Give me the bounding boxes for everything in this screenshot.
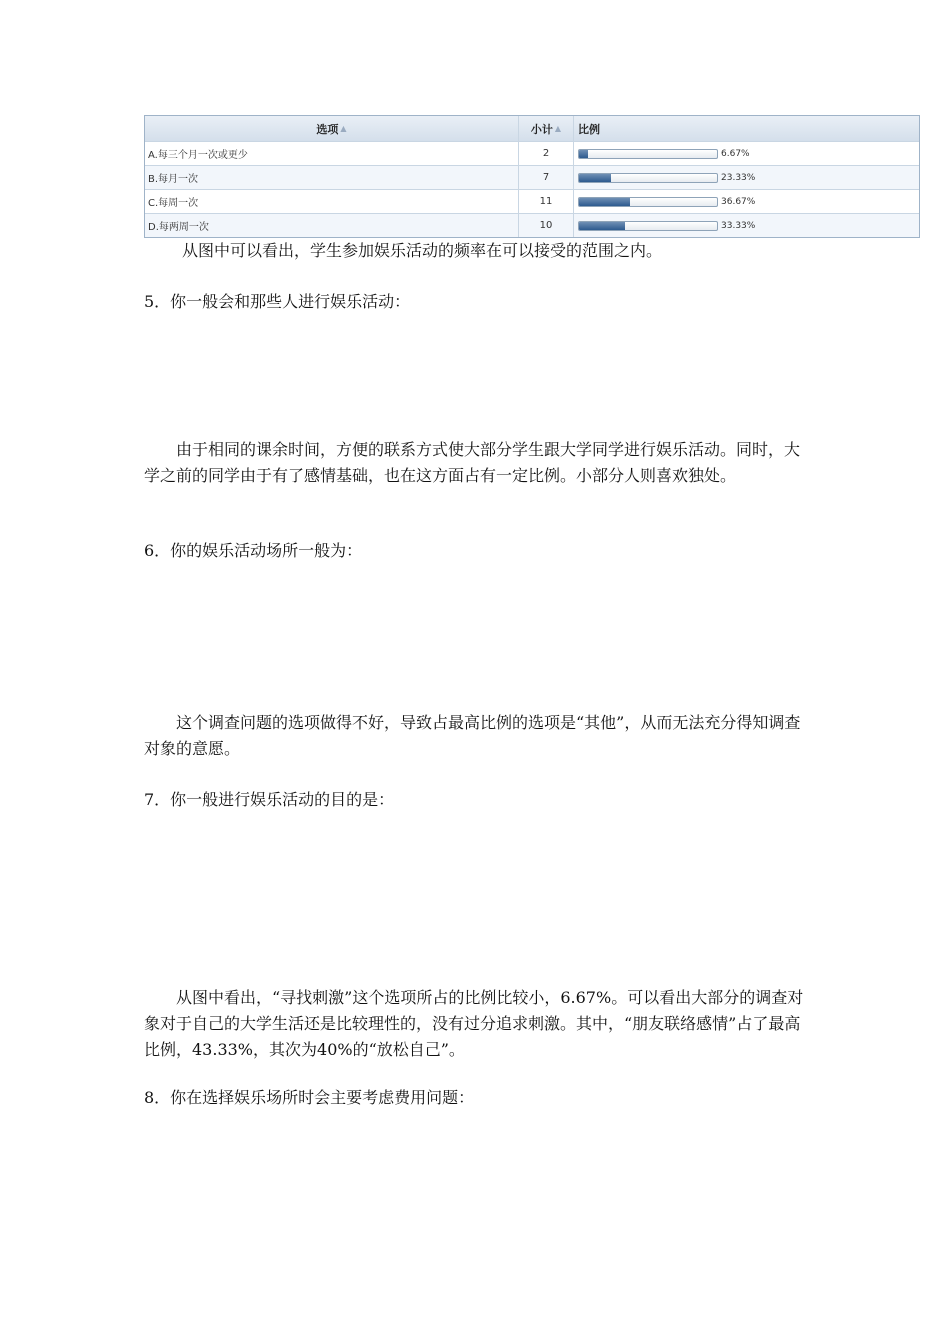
option-count: 10	[539, 220, 553, 231]
ratio-text: 23.33%	[721, 172, 756, 183]
ratio-bar-fill	[579, 222, 625, 230]
table-header	[145, 116, 919, 141]
option-count: 2	[542, 148, 550, 159]
survey-result-table	[144, 115, 920, 238]
ratio-bar	[578, 173, 718, 183]
ratio-bar-fill	[579, 150, 588, 158]
option-label: A.每三个月一次或更少	[148, 150, 248, 161]
table-caption: 从图中可以看出，学生参加娱乐活动的频率在可以接受的范围之内。	[182, 241, 663, 260]
table-row	[145, 189, 919, 213]
ratio-text: 6.67%	[721, 148, 750, 159]
paragraph-6: 这个调查问题的选项做得不好，导致占最高比例的选项是“其他”，从而无法充分得知调查对象的意愿。	[144, 713, 801, 758]
question-8: 8．你在选择娱乐场所时会主要考虑费用问题：	[144, 1088, 475, 1107]
paragraph-7: 从图中看出，“寻找刺激”这个选项所占的比例比较小，6.67%。可以看出大部分的调查对象对于自己的大学生活还是比较理性的，没有过分追求刺激。其中，“朋友联络感情”占了最高比例，43.33%，其次为40%的“放松自己”。	[144, 988, 804, 1059]
question-5: 5．你一般会和那些人进行娱乐活动：	[144, 292, 411, 311]
ratio-bar	[578, 197, 718, 207]
header-ratio: 比例	[578, 122, 600, 136]
option-count: 11	[539, 196, 553, 207]
question-6: 6．你的娱乐活动场所一般为：	[144, 541, 363, 560]
ratio-bar	[578, 149, 718, 159]
table-row	[145, 141, 919, 165]
sort-arrow-icon[interactable]: ▲	[554, 124, 562, 133]
option-label: B.每月一次	[148, 174, 199, 185]
ratio-text: 36.67%	[721, 196, 756, 207]
ratio-bar-fill	[579, 198, 630, 206]
paragraph-5: 由于相同的课余时间，方便的联系方式使大部分学生跟大学同学进行娱乐活动。同时，大学之前的同学由于有了感情基础，也在这方面占有一定比例。小部分人则喜欢独处。	[144, 440, 801, 485]
sort-arrow-icon[interactable]: ▲	[340, 124, 347, 133]
header-count[interactable]: 小计 ▲	[519, 116, 574, 141]
option-count: 7	[542, 172, 550, 183]
option-label: D.每两周一次	[148, 222, 209, 233]
question-7: 7．你一般进行娱乐活动的目的是：	[144, 790, 395, 809]
ratio-bar-fill	[579, 174, 611, 182]
ratio-text: 33.33%	[721, 220, 756, 231]
ratio-bar	[578, 221, 718, 231]
table-row	[145, 165, 919, 189]
table-row	[145, 213, 919, 237]
option-label: C.每周一次	[148, 198, 199, 209]
header-option[interactable]: 选项 ▲	[145, 116, 519, 141]
